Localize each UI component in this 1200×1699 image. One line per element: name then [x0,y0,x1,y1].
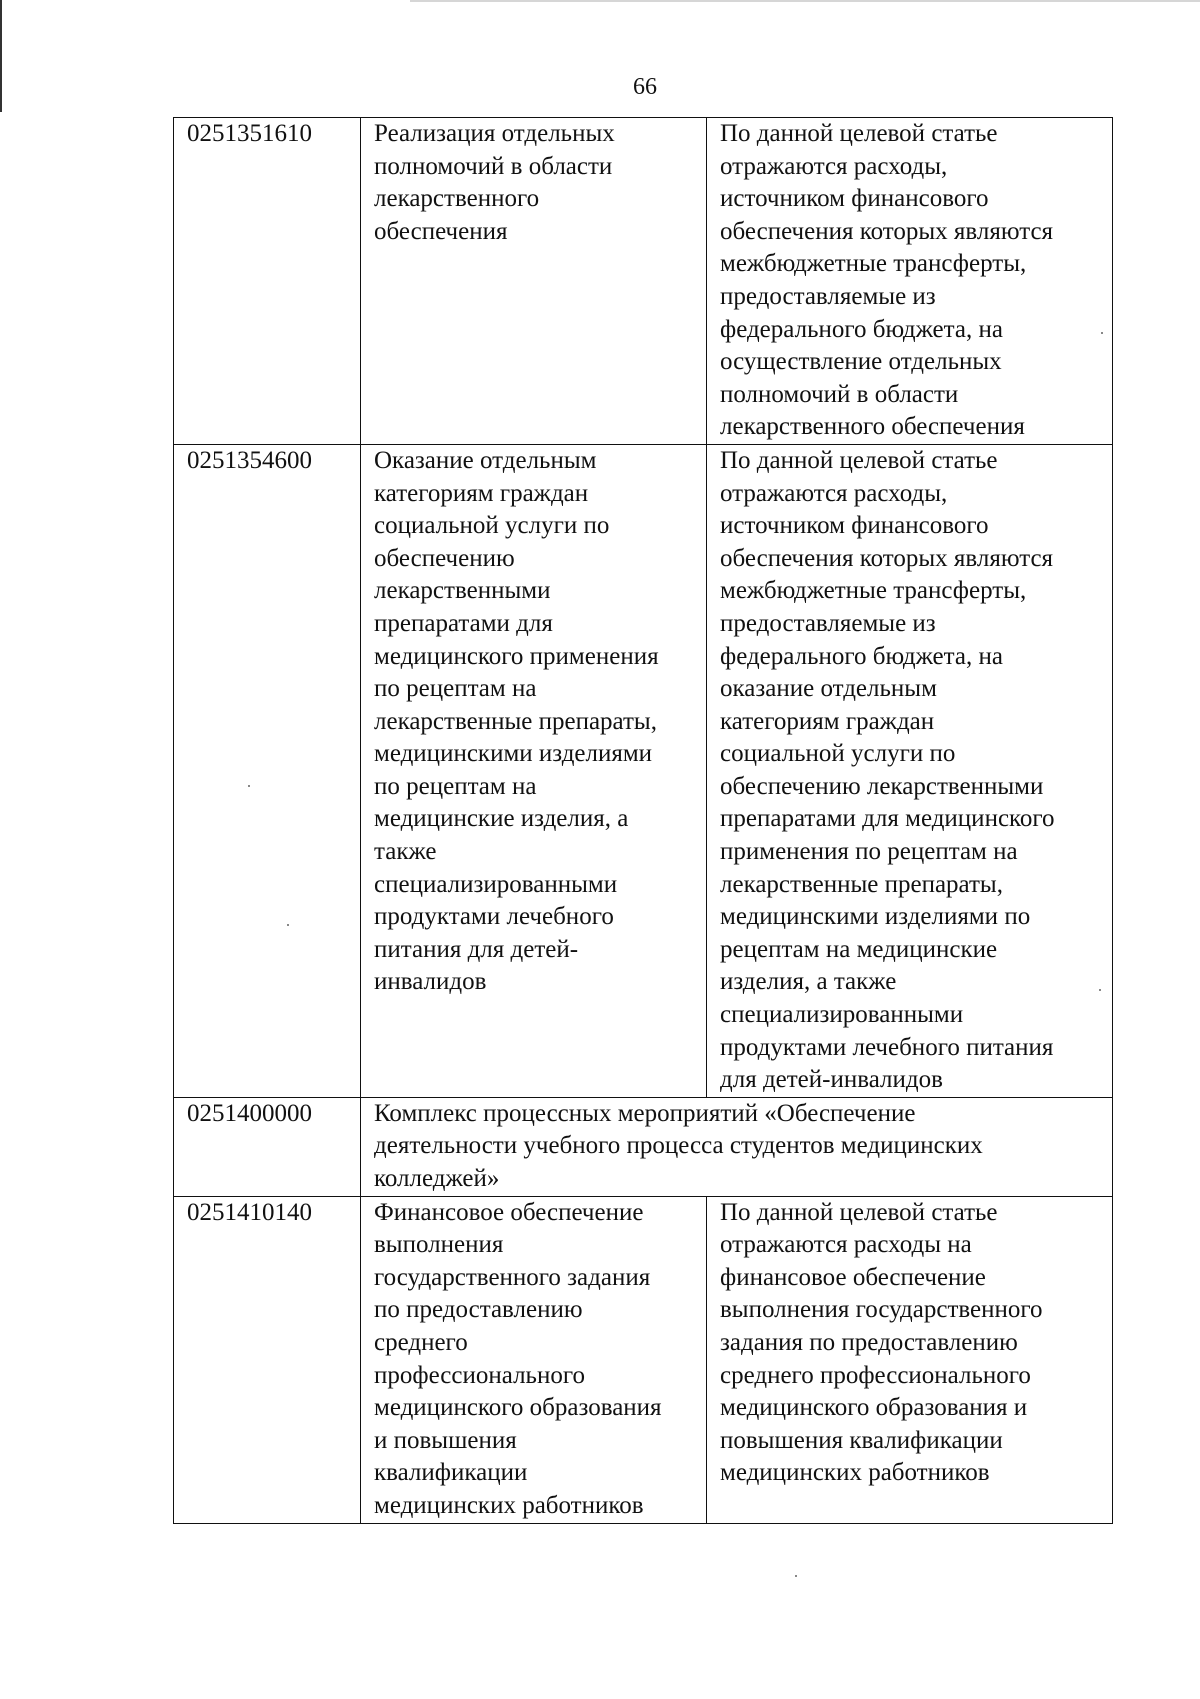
row-name-cell [361,1196,707,1523]
row-description-line: оказание отдельным [720,675,937,703]
row-name-line: и повышения [374,1426,517,1454]
row-description-line: медицинскими изделиями по [720,903,1031,931]
row-description-line: рецептам на медицинские [720,935,998,963]
row-description-line: выполнения государственного [720,1296,1043,1324]
row-description-line: задания по предоставлению [720,1328,1018,1356]
scan-speck [248,785,250,787]
row-description-line: осуществление отдельных [720,348,1002,376]
row-description-line: источником финансового [720,185,989,213]
row-description-line: предоставляемые из [720,609,936,637]
row-description-line: межбюджетные трансферты, [720,250,1027,278]
row-merged-cell [361,1097,1113,1196]
row-code: 0251351610 [187,120,312,147]
row-merged-line: Комплекс процессных мероприятий «Обеспечение [374,1099,916,1127]
row-name-line: медицинского применения [374,642,659,670]
row-merged-line: колледжей» [374,1165,500,1192]
row-description-line: По данной целевой статье [720,1198,998,1226]
row-description-line: медицинских работников [720,1459,990,1487]
row-code-cell [174,118,361,445]
row-description-line: федерального бюджета, на [720,315,1003,343]
row-name-line: квалификации [374,1459,528,1487]
scan-speck [287,924,289,926]
row-code: 0251354600 [187,446,312,474]
row-description-line: обеспечению лекарственными [720,772,1044,800]
row-description-line: категориям граждан [720,707,935,735]
row-description-line: для детей-инвалидов [720,1066,943,1094]
row-description-line: повышения квалификации [720,1426,1003,1454]
row-description-line: препаратами для медицинского [720,805,1055,833]
row-description-line: предоставляемые из [720,282,936,310]
page-number: 66 [633,74,657,100]
row-name-line: профессионального [374,1361,585,1389]
row-name-line: полномочий в области [374,152,613,180]
row-description-line: межбюджетные трансферты, [720,577,1027,605]
row-description-line: источником финансового [720,512,989,540]
row-name-cell [361,118,707,445]
table-row [174,1196,1113,1523]
row-description-line: специализированными [720,1001,964,1029]
row-name-line: среднего [374,1328,468,1356]
table-row [174,1097,1113,1196]
row-description-line: среднего профессионального [720,1361,1031,1389]
row-name-line: лекарственными [374,577,551,605]
row-description-line: финансовое обеспечение [720,1263,986,1291]
row-code-cell [174,1097,361,1196]
row-description-line: отражаются расходы, [720,479,948,507]
row-description-line: отражаются расходы на [720,1231,972,1259]
row-name-line: Оказание отдельным [374,446,597,474]
row-name-cell [361,444,707,1097]
row-merged-line: деятельности учебного процесса студентов медицинских [374,1132,983,1160]
row-name-line: специализированными [374,870,618,898]
row-code: 0251400000 [187,1099,312,1127]
row-description-line: продуктами лечебного питания [720,1033,1054,1061]
row-description-line: По данной целевой статье [720,120,998,147]
row-name-line: выполнения [374,1231,504,1259]
table-row [174,118,1113,445]
row-name-line: лекарственного [374,185,540,213]
row-name-line: медицинского образования [374,1394,662,1422]
row-description-line: обеспечения которых являются [720,544,1054,572]
row-description-cell [707,1196,1113,1523]
row-name-line: по рецептам на [374,772,537,800]
row-name-line: препаратами для [374,609,553,637]
row-description-line: По данной целевой статье [720,446,998,474]
row-name-line: медицинские изделия, а [374,805,629,833]
row-description-line: отражаются расходы, [720,152,948,180]
row-name-line: также [374,838,437,866]
row-code-cell [174,444,361,1097]
row-name-line: по рецептам на [374,675,537,703]
row-code-cell [174,1196,361,1523]
row-name-line: категориям граждан [374,479,589,507]
row-description-line: полномочий в области [720,380,959,408]
row-name-line: медицинских работников [374,1491,644,1519]
row-description-line: применения по рецептам на [720,838,1018,866]
row-description-line: лекарственного обеспечения [720,413,1025,441]
row-name-line: медицинскими изделиями [374,740,653,768]
row-code: 0251410140 [187,1198,312,1226]
scan-speck [795,1575,797,1577]
row-description-line: обеспечения которых являются [720,217,1054,245]
row-name-line: продуктами лечебного [374,903,614,931]
row-name-line: Реализация отдельных [374,120,615,147]
row-description-line: изделия, а также [720,968,897,996]
row-name-line: инвалидов [374,968,487,996]
row-name-line: обеспечению [374,544,515,572]
row-description-cell [707,444,1113,1097]
row-description-cell [707,118,1113,445]
row-name-line: государственного задания [374,1263,651,1291]
scan-speck [1099,989,1101,991]
row-description-line: лекарственные препараты, [720,870,1003,898]
row-description-line: медицинского образования и [720,1394,1028,1422]
scan-speck [1101,332,1103,334]
row-name-line: питания для детей- [374,935,579,963]
target-articles-table [173,117,1113,1524]
row-name-line: обеспечения [374,217,508,245]
table-row [174,444,1113,1097]
row-description-line: федерального бюджета, на [720,642,1003,670]
row-name-line: Финансовое обеспечение [374,1198,644,1226]
row-name-line: лекарственные препараты, [374,707,657,735]
row-name-line: социальной услуги по [374,512,610,540]
scan-edge-top [410,0,1200,2]
row-name-line: по предоставлению [374,1296,583,1324]
row-description-line: социальной услуги по [720,740,956,768]
